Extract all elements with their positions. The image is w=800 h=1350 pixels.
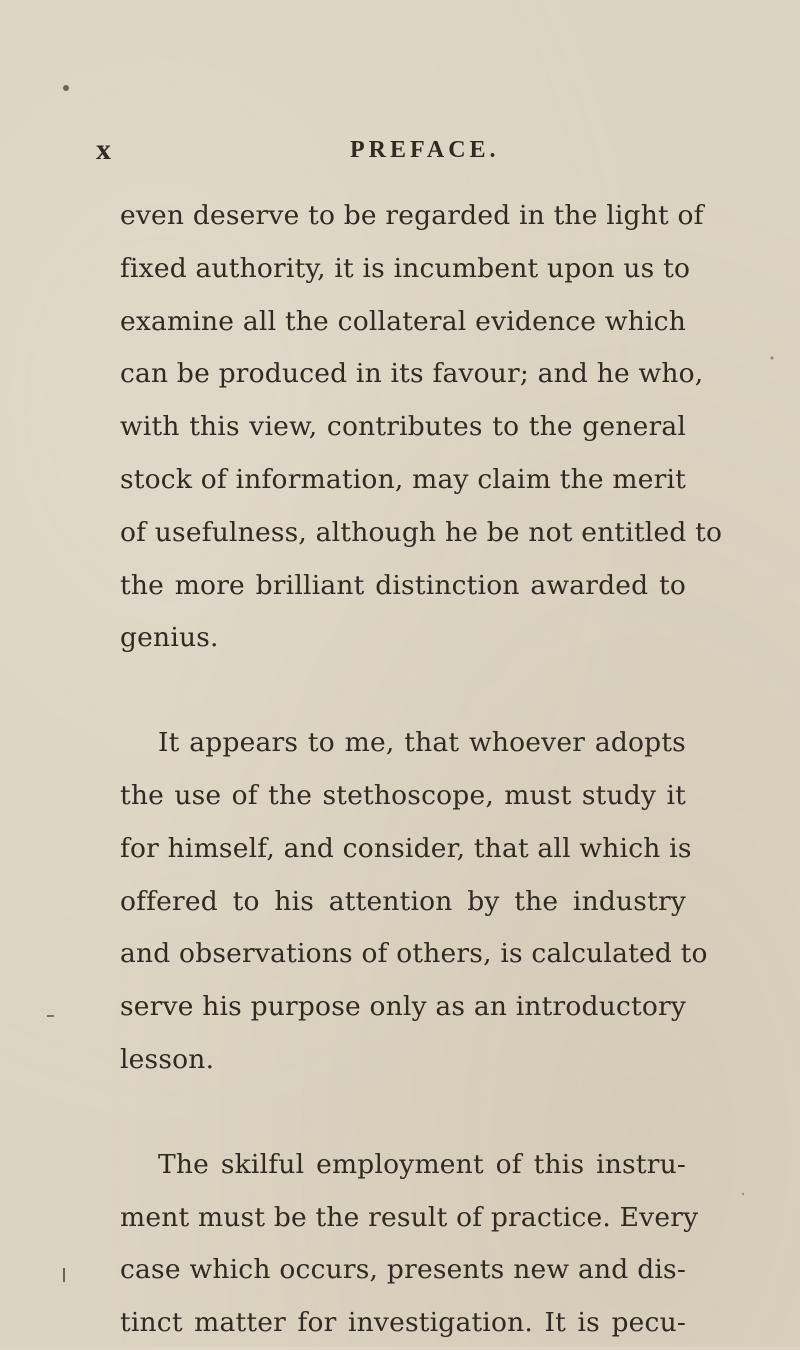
paper-speck <box>771 357 774 360</box>
paragraph-gap <box>120 1087 686 1139</box>
running-head: PREFACE. <box>350 137 500 163</box>
text-line: It appears to me, that whoever adopts <box>158 727 686 759</box>
text-line: tinct matter for investigation. It is pecu- <box>120 1307 686 1339</box>
text-line: with this view, contributes to the general <box>120 411 686 443</box>
text-line: ment must be the result of practice. Every <box>120 1201 699 1233</box>
paragraph-3 <box>120 1139 699 1350</box>
text-line: of usefulness, although he be not entitled to <box>120 516 723 548</box>
text-line: examine all the collateral evidence which <box>120 305 686 337</box>
text-line: fixed authority, it is incumbent upon us to <box>120 252 691 284</box>
paragraph-1 <box>120 190 723 665</box>
paper-speck <box>63 85 69 91</box>
paragraph-gap <box>120 665 686 717</box>
page-number: x <box>96 133 111 166</box>
text-line: even deserve to be regarded in the light of <box>120 200 704 231</box>
text-line: serve his purpose only as an introductory <box>120 991 687 1023</box>
text-line: stock of information, may claim the merit <box>120 463 686 495</box>
paper-speck <box>47 1015 54 1017</box>
text-line: can be produced in its favour; and he who, <box>120 358 704 390</box>
text-line: lesson. <box>120 1043 215 1075</box>
text-line: the more brilliant distinction awarded to <box>120 569 686 601</box>
text-line: and observations of others, is calculated to <box>120 938 708 970</box>
paragraph-2 <box>120 717 708 1087</box>
text-line: case which occurs, presents new and dis- <box>120 1254 686 1286</box>
body-text <box>120 190 723 1350</box>
text-line: the use of the stethoscope, must study it <box>120 779 686 811</box>
page-header <box>96 133 616 173</box>
text-line: genius. <box>120 622 219 654</box>
paper-speck <box>63 1268 65 1282</box>
paper-speck <box>742 1193 744 1195</box>
text-line: offered to his attention by the industry <box>120 885 686 917</box>
text-line: The skilful employment of this instru- <box>158 1148 686 1180</box>
text-line: for himself, and consider, that all which is <box>120 832 692 864</box>
